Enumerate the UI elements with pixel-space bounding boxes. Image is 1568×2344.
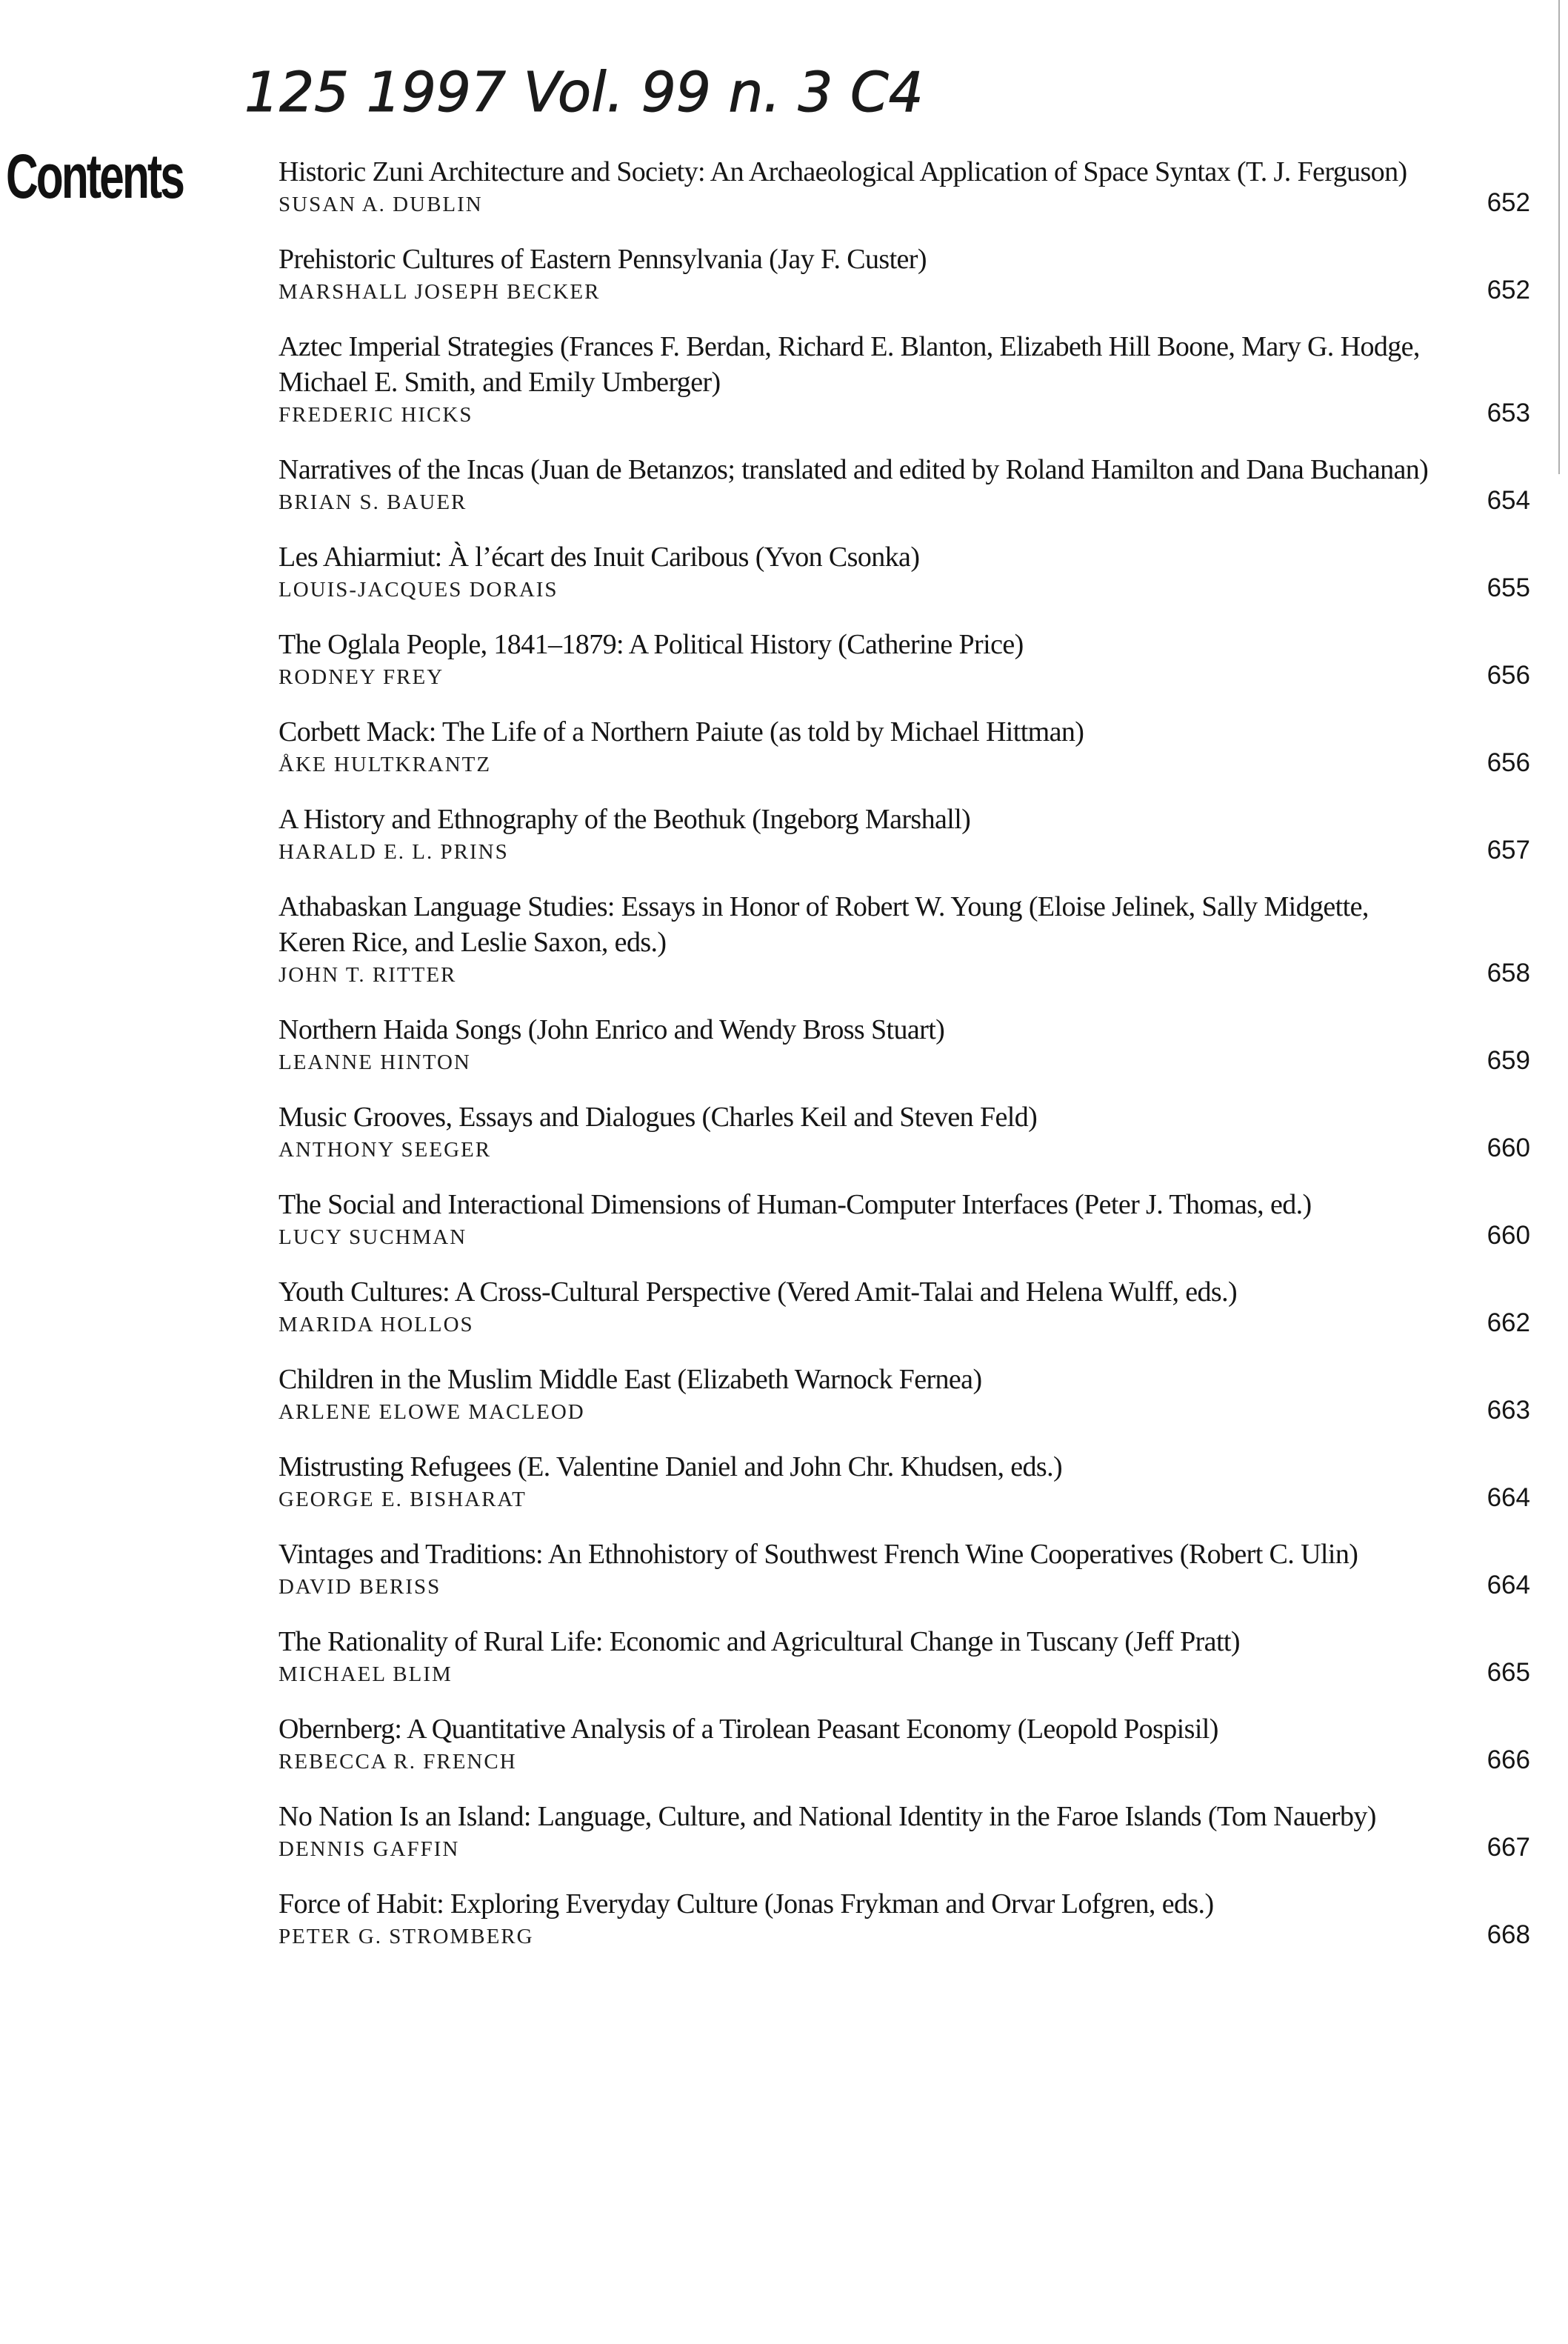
entry-title: No Nation Is an Island: Language, Culture, and National Identity in the Faroe Islands (Tom Nauerby) bbox=[278, 1801, 1376, 1832]
entry-page-number: 664 bbox=[1487, 1483, 1530, 1512]
toc-entry bbox=[278, 627, 1530, 690]
entry-title: Youth Cultures: A Cross-Cultural Perspective (Vered Amit-Talai and Helena Wulff, eds.) bbox=[278, 1276, 1238, 1308]
entry-page-number: 652 bbox=[1487, 276, 1530, 304]
contents-heading: Contents bbox=[6, 141, 184, 211]
toc-entry bbox=[278, 329, 1530, 428]
entry-title: Northern Haida Songs (John Enrico and Wendy Bross Stuart) bbox=[278, 1014, 945, 1045]
entry-page-number: 658 bbox=[1487, 959, 1530, 988]
entry-page-number: 654 bbox=[1487, 486, 1530, 515]
toc-entry bbox=[278, 242, 1530, 305]
toc-entry bbox=[278, 889, 1530, 988]
entry-page-number: 663 bbox=[1487, 1396, 1530, 1425]
entry-reviewer: MARSHALL JOSEPH BECKER bbox=[278, 280, 601, 304]
entry-page-number: 657 bbox=[1487, 836, 1530, 865]
entry-title: The Rationality of Rural Life: Economic and Agricultural Change in Tuscany (Jeff Pratt) bbox=[278, 1626, 1240, 1657]
toc-entry bbox=[278, 802, 1530, 865]
entry-reviewer: SUSAN A. DUBLIN bbox=[278, 193, 483, 216]
entry-title: Les Ahiarmiut: À l’écart des Inuit Caribous (Yvon Csonka) bbox=[278, 542, 920, 573]
page-edge-line bbox=[1558, 0, 1560, 474]
entry-page-number: 653 bbox=[1487, 399, 1530, 427]
entry-title: Obernberg: A Quantitative Analysis of a Tirolean Peasant Economy (Leopold Pospisil) bbox=[278, 1714, 1218, 1745]
toc-entry bbox=[278, 452, 1530, 516]
entry-reviewer: PETER G. STROMBERG bbox=[278, 1925, 534, 1948]
toc-entry bbox=[278, 1799, 1530, 1862]
entry-title: Athabaskan Language Studies: Essays in Honor of Robert W. Young (Eloise Jelinek, Sally Midgette, Keren Rice, and Leslie Saxon, eds.) bbox=[278, 891, 1369, 958]
entry-reviewer: HARALD E. L. PRINS bbox=[278, 840, 509, 864]
toc-entry bbox=[278, 1099, 1530, 1163]
handwritten-note-svg bbox=[244, 30, 1355, 141]
entry-title: Aztec Imperial Strategies (Frances F. Berdan, Richard E. Blanton, Elizabeth Hill Boone, Mary G. Hodge, Michael E. Smith, and Emily Umberger) bbox=[278, 331, 1420, 398]
entry-reviewer: ANTHONY SEEGER bbox=[278, 1138, 492, 1162]
table-of-contents bbox=[278, 154, 1530, 1974]
entry-reviewer: LUCY SUCHMAN bbox=[278, 1225, 467, 1249]
entry-reviewer: ARLENE ELOWE MACLEOD bbox=[278, 1400, 585, 1424]
entry-title: Music Grooves, Essays and Dialogues (Charles Keil and Steven Feld) bbox=[278, 1102, 1038, 1133]
entry-page-number: 652 bbox=[1487, 188, 1530, 217]
toc-entry bbox=[278, 1886, 1530, 1950]
toc-entry bbox=[278, 1362, 1530, 1425]
entry-title: Mistrusting Refugees (E. Valentine Daniel and John Chr. Khudsen, eds.) bbox=[278, 1451, 1063, 1482]
entry-title: Vintages and Traditions: An Ethnohistory of Southwest French Wine Cooperatives (Robert C. Ulin) bbox=[278, 1539, 1358, 1570]
entry-title: Narratives of the Incas (Juan de Betanzos; translated and edited by Roland Hamilton and Dana Buchanan) bbox=[278, 454, 1429, 485]
entry-page-number: 664 bbox=[1487, 1571, 1530, 1599]
entry-title: The Oglala People, 1841–1879: A Political History (Catherine Price) bbox=[278, 629, 1024, 660]
toc-entry bbox=[278, 154, 1530, 218]
entry-reviewer: REBECCA R. FRENCH bbox=[278, 1750, 517, 1774]
entry-reviewer: MARIDA HOLLOS bbox=[278, 1313, 474, 1336]
entry-title: The Social and Interactional Dimensions of Human-Computer Interfaces (Peter J. Thomas, ed.) bbox=[278, 1189, 1312, 1220]
entry-page-number: 662 bbox=[1487, 1308, 1530, 1337]
entry-title: Historic Zuni Architecture and Society: An Archaeological Application of Space Syntax (T. J. Ferguson) bbox=[278, 156, 1407, 187]
toc-entry bbox=[278, 1274, 1530, 1338]
toc-entry bbox=[278, 1187, 1530, 1251]
entry-title: Corbett Mack: The Life of a Northern Paiute (as told by Michael Hittman) bbox=[278, 716, 1084, 748]
entry-page-number: 660 bbox=[1487, 1221, 1530, 1250]
entry-reviewer: MICHAEL BLIM bbox=[278, 1662, 453, 1686]
entry-page-number: 668 bbox=[1487, 1920, 1530, 1949]
entry-title: Children in the Muslim Middle East (Elizabeth Warnock Fernea) bbox=[278, 1364, 982, 1395]
toc-entry bbox=[278, 539, 1530, 603]
entry-reviewer: LOUIS-JACQUES DORAIS bbox=[278, 578, 558, 602]
toc-entry bbox=[278, 1536, 1530, 1600]
entry-page-number: 660 bbox=[1487, 1133, 1530, 1162]
entry-page-number: 666 bbox=[1487, 1745, 1530, 1774]
toc-entry bbox=[278, 1012, 1530, 1076]
entry-reviewer: JOHN T. RITTER bbox=[278, 963, 457, 987]
entry-reviewer: DENNIS GAFFIN bbox=[278, 1837, 460, 1861]
entry-reviewer: FREDERIC HICKS bbox=[278, 403, 473, 427]
toc-entry bbox=[278, 1711, 1530, 1775]
toc-entry bbox=[278, 714, 1530, 778]
entry-reviewer: BRIAN S. BAUER bbox=[278, 490, 467, 514]
entry-page-number: 659 bbox=[1487, 1046, 1530, 1075]
entry-reviewer: DAVID BERISS bbox=[278, 1575, 441, 1599]
entry-title: Prehistoric Cultures of Eastern Pennsylvania (Jay F. Custer) bbox=[278, 244, 927, 275]
entry-reviewer: RODNEY FREY bbox=[278, 665, 444, 689]
entry-page-number: 667 bbox=[1487, 1833, 1530, 1862]
entry-title: A History and Ethnography of the Beothuk (Ingeborg Marshall) bbox=[278, 804, 971, 835]
entry-title: Force of Habit: Exploring Everyday Culture (Jonas Frykman and Orvar Lofgren, eds.) bbox=[278, 1888, 1214, 1920]
handwritten-note bbox=[244, 30, 1355, 141]
handwritten-note-text: 125 1997 Vol. 99 n. 3 C4 bbox=[244, 61, 924, 124]
entry-reviewer: LEANNE HINTON bbox=[278, 1051, 471, 1074]
toc-entry bbox=[278, 1449, 1530, 1513]
entry-page-number: 655 bbox=[1487, 573, 1530, 602]
toc-entry bbox=[278, 1624, 1530, 1688]
entry-page-number: 665 bbox=[1487, 1658, 1530, 1687]
entry-reviewer: ÅKE HULTKRANTZ bbox=[278, 753, 492, 776]
entry-page-number: 656 bbox=[1487, 748, 1530, 777]
entry-reviewer: GEORGE E. BISHARAT bbox=[278, 1488, 527, 1511]
entry-page-number: 656 bbox=[1487, 661, 1530, 690]
